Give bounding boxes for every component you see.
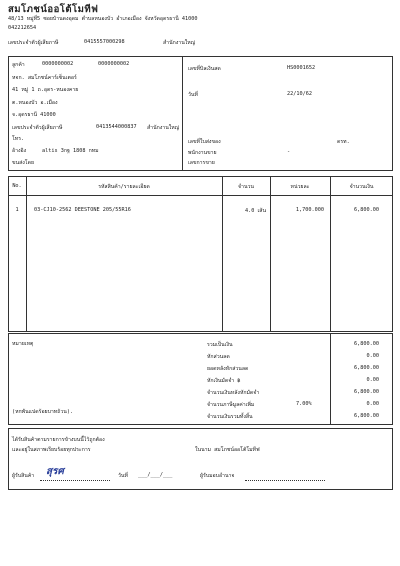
remark-label: หมายเหตุ: [12, 341, 34, 347]
authorized-signature-line: [245, 480, 325, 481]
invoice-delivery-label: เลขที่ใบส่งของ: [188, 139, 221, 145]
receiver-label: ผู้รับสินค้า: [12, 473, 35, 479]
col-divider: [270, 176, 271, 332]
customer-ref-label: อ้างอิง: [12, 148, 27, 154]
header-description: รหัสสินค้า/รายละเอียด: [98, 184, 150, 190]
customer-tel-label: โทร.: [12, 136, 25, 142]
invoice-credit-label: ดรท.: [337, 139, 350, 145]
grand-total-value: 6,800.00: [354, 413, 379, 419]
header-amount: จำนวนเงิน: [349, 184, 374, 190]
after-deposit-value: 6,800.00: [354, 389, 379, 395]
receiver-signature-line: [40, 480, 110, 481]
receiver-date-blank: ___/___/___: [138, 472, 173, 478]
customer-address2: ต.หนองบัว อ.เมือง: [12, 100, 58, 106]
footer-note1: ได้รับสินค้าตามรายการข้างบนนี้ไว้ถูกต้อง: [12, 437, 105, 443]
customer-code-label: ลูกค้า: [12, 62, 25, 68]
customer-tax-label: เลขประจำตัวผู้เสียภาษี: [12, 125, 63, 131]
customer-address1: 41 หมู่ 1 ถ.อุดร-หนองคาย: [12, 87, 79, 93]
deposit-label: หักเงินมัดจำ ฿: [207, 378, 241, 384]
company-branch: สำนักงานใหญ่: [163, 40, 196, 46]
invoice-date-label: วันที่: [188, 92, 198, 98]
col-divider: [222, 176, 223, 332]
invoice-date: 22/10/62: [287, 91, 312, 97]
after-discount-value: 6,800.00: [354, 365, 379, 371]
customer-code2: 0000000002: [98, 61, 130, 67]
customer-branch: สำนักงานใหญ่: [147, 125, 180, 131]
deposit-value: 0.00: [366, 377, 379, 383]
company-tax-label: เลขประจำตัวผู้เสียภาษี: [8, 40, 59, 46]
discount-label: หักส่วนลด: [207, 354, 230, 360]
col-divider: [330, 176, 331, 332]
invoice-sale-no-label: เลขการขาย: [188, 160, 215, 166]
amount-in-words: (หกพันแปดร้อยบาทถ้วน).: [12, 409, 74, 415]
vat-label: จำนวนภาษีมูลค่าเพิ่ม: [207, 402, 255, 408]
items-table: [8, 176, 393, 332]
customer-attention: หจก. สมโภชน์คาร์เซ็นเตอร์: [12, 75, 77, 81]
authorized-label: ผู้รับมอบอำนาจ: [200, 473, 235, 479]
company-address: 48/13 หมู่ที่5 ซอยบ้านดงอุดม ตำบลหนองบัว อำเภอเมือง จังหวัดอุดรธานี 41000: [8, 16, 198, 22]
vat-rate: 7.00%: [296, 401, 312, 407]
customer-ref: altis 3กฐ 1808 กทม: [42, 148, 99, 154]
invoice-salesman: -: [287, 149, 291, 155]
header-qty: จำนวน: [238, 184, 254, 190]
grand-total-label: จำนวนเงินรวมทั้งสิ้น: [207, 414, 253, 420]
invoice-no: HS0001652: [287, 65, 316, 71]
footer-on-behalf: ในนาม สมโภชน์ออโต้โมทีฟ: [195, 447, 260, 453]
invoice-salesman-label: พนักงานขาย: [188, 150, 217, 156]
col-divider: [26, 176, 27, 332]
discount-value: 0.00: [366, 353, 379, 359]
customer-address3: จ.อุดรธานี 41000: [12, 112, 56, 118]
table-row-qty: 4.0 เส้น: [245, 208, 266, 214]
receiver-date-label: วันที่: [118, 473, 128, 479]
receiver-signature: สุรศ: [46, 466, 64, 477]
header-unit-price: หน่วยละ: [290, 184, 310, 190]
customer-ship-label: ขนส่งโดย: [12, 160, 34, 166]
customer-box-divider: [182, 56, 183, 171]
company-name: สมโภชน์ออโต้โมทีฟ: [8, 4, 99, 15]
subtotal-label: รวมเป็นเงิน: [207, 342, 233, 348]
company-tax-id: 0415557000298: [84, 39, 125, 45]
header-no: No.: [12, 183, 22, 189]
vat-value: 0.00: [366, 401, 379, 407]
customer-tax-id: 0413544000837: [96, 124, 137, 130]
invoice-no-label: เลขที่บิลเงินสด: [188, 66, 221, 72]
company-phone: 042212654: [8, 25, 37, 31]
table-row-amount: 6,800.00: [354, 207, 379, 213]
footer-note2: และอยู่ในสภาพเรียบร้อยทุกประการ: [12, 447, 91, 453]
table-row-no: 1: [15, 207, 19, 213]
after-discount-label: ยอดหลังหักส่วนลด: [207, 366, 249, 372]
customer-code: 0000000002: [42, 61, 74, 67]
table-row-unit-price: 1,700.000: [295, 207, 324, 213]
items-header-line: [8, 195, 393, 196]
table-row-description: 03-CJ10-2562 DEESTONE 205/55R16: [34, 207, 131, 213]
subtotal-value: 6,800.00: [354, 341, 379, 347]
after-deposit-label: จำนวนเงินหลังหักมัดจำ: [207, 390, 260, 396]
